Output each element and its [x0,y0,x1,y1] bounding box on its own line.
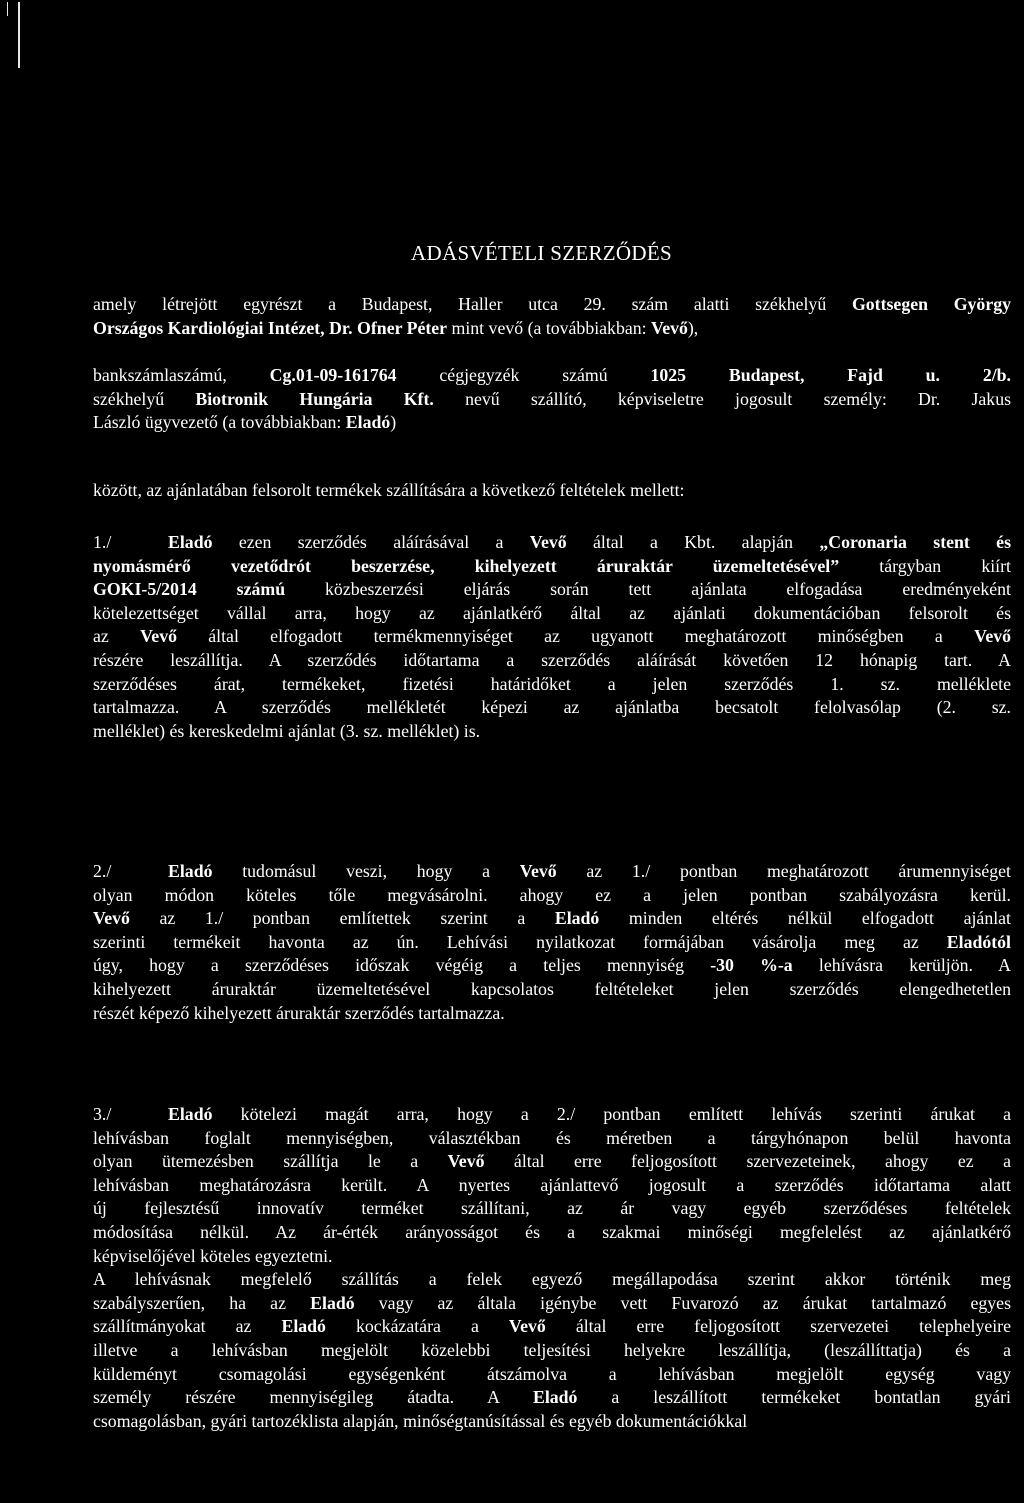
text-line [93,531,1011,555]
text-run: szerződéses árat, termékeket, fizetési határidőket a jelen szerződés 1. sz. melléklete [93,673,1011,694]
text-run: új fejlesztésű innovatív terméket szállítani, az ár vagy egyéb szerződéses feltételek [93,1198,1011,1219]
text-run: mint vevő (a továbbiakban: [447,317,651,338]
text-run: csomagolásban, gyári tartozéklista alapján, minőségtanúsítással és egyéb dokumentációkkal [93,1410,748,1431]
text-run: kötelezettséget vállal arra, hogy az ajánlatkérő által az ajánlati dokumentációban felsorolt és [93,602,1011,623]
scan-artifact-mark [18,2,20,68]
text-run: melléklet) és kereskedelmi ajánlat (3. sz. melléklet) is. [93,720,481,741]
text-line [93,1386,1011,1410]
text-run: illetve a lehívásban megjelölt közelebbi teljesítési helyekre leszállítja, (leszállíttatja) és a [93,1339,1011,1360]
text-run: Eladó tudomásul veszi, hogy a Vevő az 1./ pontban meghatározott árumennyiséget [168,861,1011,881]
text-line [93,1339,1011,1363]
text-run: lehívásban meghatározásra került. A nyertes ajánlattevő jogosult a szerződés időtartama alatt [93,1174,1011,1195]
text-line [93,317,1011,341]
text-line [93,1292,1011,1316]
text-line [93,293,1011,317]
text-line: székhelyű Biotronik Hungária Kft. nevű szállító, képviseletre jogosult személy: Dr. Jakus [93,388,1012,409]
section-number: 1./ [93,532,112,552]
section-2 [93,860,1011,1025]
text-line [93,978,1011,1002]
text-line: László ügyvezető (a továbbiakban: Eladó) [93,412,397,433]
text-run: kihelyezett áruraktár üzemeltetésével kapcsolatos feltételeket jelen szerződés elengedhetetlen [93,978,1011,999]
text-line [93,1197,1011,1221]
text-line: bankszámlaszámú, Cg.01-09-161764 cégjegyzék számú 1025 Budapest, Fajd u. 2/b. [93,365,1011,385]
text-line [93,625,1011,649]
text-line [93,578,1011,602]
section-number: 2./ [93,861,112,881]
text-run: személy részére mennyiségileg átadta. A Eladó a leszállított termékeket bontatlan gyári [93,1387,1011,1408]
text-line [93,720,1011,744]
text-line [93,1002,1011,1026]
text-run: Vevő az 1./ pontban említettek szerint a Eladó minden eltérés nélkül elfogadott ajánlat [93,908,1011,929]
text-line [93,1268,1011,1292]
text-line [93,1127,1011,1151]
between-paragraph [93,479,1011,503]
text-line [93,907,1011,931]
text-line [93,1410,1011,1434]
text-line [93,602,1011,626]
section-3 [93,1103,1011,1433]
text-line [93,673,1011,697]
text-run: Eladó kötelezi magát arra, hogy a 2./ pontban említett lehívás szerinti árukat a [168,1104,1011,1124]
text-run: szerinti termékeit havonta az ún. Lehívási nyilatkozat formájában vásárolja meg az Eladótól [93,931,1011,952]
text-run: módosítása nélkül. Az ár-érték arányosságot és a szakmai minőségi megfelelést az ajánlatkérő [93,1221,1011,1242]
text-line [93,649,1011,673]
text-run: küldeményt csomagolási egységenként átszámolva a lehívásban megjelölt egység vagy [93,1363,1011,1384]
text-run: olyan ütemezésben szállítja le a Vevő által erre feljogosított szervezeteinek, ahogy ez a [93,1151,1011,1172]
seller-paragraph [93,364,1011,435]
buyer-alias-bold: Vevő [651,317,688,338]
text-run: A lehívásnak megfelelő szállítás a felek egyező megállapodása szerint akkor történik meg [93,1269,1011,1290]
text-run: szabályszerűen, ha az Eladó vagy az általa igénybe vett Fuvarozó az árukat tartalmazó egyes [93,1292,1011,1313]
text-line [93,1174,1011,1198]
text-line [93,1363,1011,1387]
text-line [93,1245,1011,1269]
text-line [93,696,1011,720]
text-line [93,1221,1011,1245]
text-run: az Vevő által elfogadott termékmennyiséget az ugyanott meghatározott minőségben a Vevő [93,626,1011,647]
text-run: tartalmazza. A szerződés mellékletét képezi az ajánlatba becsatolt felolvasólap (2. sz. [93,697,1011,718]
section-number: 3./ [93,1104,112,1124]
text-run: szállítmányokat az Eladó kockázatára a Vevő által erre feljogosított szervezetei telephelyeire [93,1316,1011,1337]
text-line [93,931,1011,955]
text-run: úgy, hogy a szerződéses időszak végéig a teljes mennyiség -30 %-a lehívásra kerüljön. A [93,955,1011,976]
text-run: amely létrejött egyrészt a Budapest, Haller utca 29. szám alatti székhelyű [93,294,852,314]
buyer-institute-bold: Országos Kardiológiai Intézet, Dr. Ofner Péter [93,317,448,338]
text-run: lehívásban foglalt mennyiségben, választékban és méretben a tárgyhónapon belül havonta [93,1127,1011,1148]
scan-artifact-mark [7,2,8,16]
text-line: között, az ajánlatában felsorolt termékek szállítására a következő feltételek mellett: [93,480,685,500]
buyer-name-bold: Gottsegen György [851,294,1011,314]
text-run: nyomásmérő vezetődrót beszerzése, kihelyezett áruraktár üzemeltetésével” tárgyban kiírt [93,555,1011,576]
document-title: ADÁSVÉTELI SZERZŐDÉS [411,241,672,265]
buyer-paragraph [93,293,1011,340]
text-line [93,1103,1011,1127]
text-line [93,1150,1011,1174]
text-line [93,954,1011,978]
text-run: Eladó ezen szerződés aláírásával a Vevő által a Kbt. alapján „Coronaria stent és [168,532,1011,552]
text-line [93,1315,1011,1339]
text-run: képviselőjével köteles egyeztetni. [93,1245,333,1266]
text-line [93,860,1011,884]
text-run: ), [687,317,699,338]
text-line [93,555,1011,579]
text-run: részét képező kihelyezett áruraktár szerződés tartalmazza. [93,1002,505,1023]
text-line [93,884,1011,908]
text-run: részére leszállítja. A szerződés időtartama a szerződés aláírását követően 12 hónapig tart. A [93,649,1011,670]
text-run: GOKI-5/2014 számú közbeszerzési eljárás során tett ajánlata elfogadása eredményeként [93,579,1011,600]
text-run: olyan módon köteles tőle megvásárolni. ahogy ez a jelen pontban szabályozásra kerül. [93,884,1011,905]
section-1 [93,531,1011,743]
